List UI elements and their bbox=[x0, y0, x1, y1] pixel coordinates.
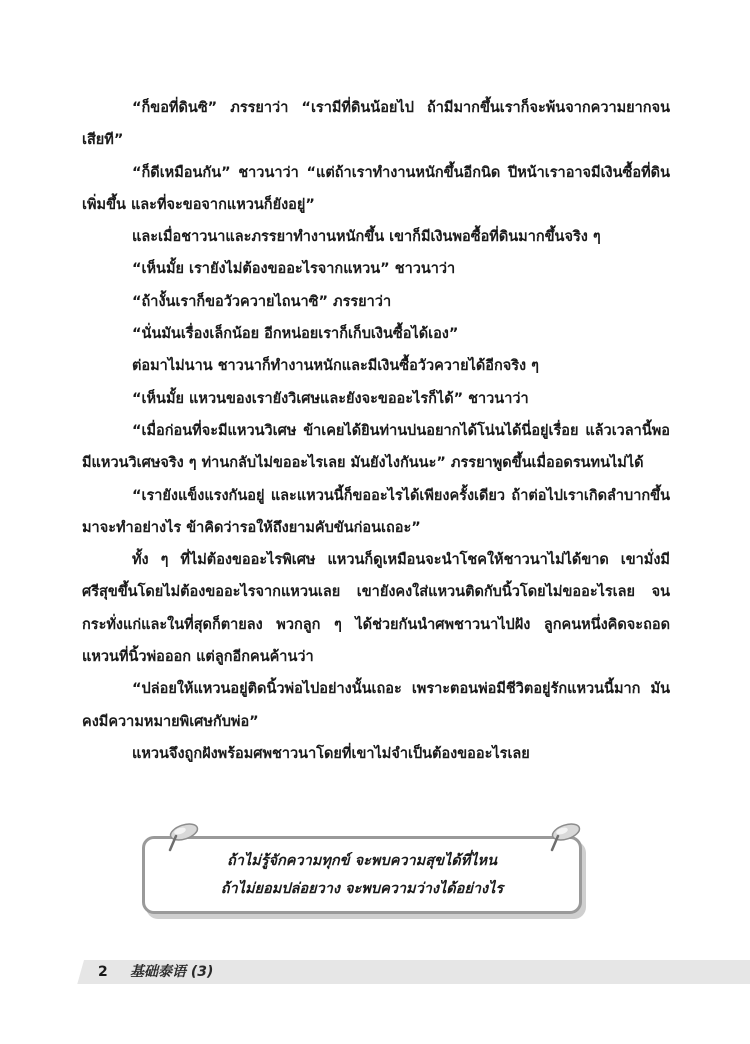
paragraph: ทั้ง ๆ ที่ไม่ต้องขออะไรพิเศษ แหวนก็ดูเหมือนจะนำโชคให้ชาวนาไม่ได้ขาด เขามั่งมีศรีสุขขึ้นโดยไม่ต้องขออะไรจากแหวนเลย เขายังคงใส่แหวนติดกับนิ้วโดยไม่ขออะไรเลย จนกระทั่งแก่และในที่สุดก็ตายลง พวกลูก ๆ ได้ช่วยกันนำศพชาวนาไปฝัง ลูกคนหนึ่งคิดจะถอดแหวนที่นิ้วพ่อออก แต่ลูกอีกคนค้านว่า bbox=[82, 552, 670, 666]
paragraph: “ก็ดีเหมือนกัน” ชาวนาว่า “แต่ถ้าเราทำงานหนักขึ้นอีกนิด ปีหน้าเราอาจมีเงินซื้อที่ดินเพิ่มขึ้น และที่จะขอจากแหวนก็ยังอยู่” bbox=[82, 164, 670, 213]
paragraph: “ก็ขอที่ดินซิ” ภรรยาว่า “เรามีที่ดินน้อยไป ถ้ามีมากขึ้นเราก็จะพ้นจากความยากจนเสียที” bbox=[82, 100, 670, 149]
motto-box bbox=[142, 822, 588, 916]
paragraph: “เรายังแข็งแรงกันอยู่ และแหวนนี้ก็ขออะไรได้เพียงครั้งเดียว ถ้าต่อไปเราเกิดลำบากขึ้นมาจะทำอย่างไร ข้าคิดว่ารอให้ถึงยามคับขันก่อนเถอะ” bbox=[82, 487, 670, 536]
paragraph: “นั่นมันเรื่องเล็กน้อย อีกหน่อยเราก็เก็บเงินซื้อได้เอง” bbox=[132, 326, 459, 343]
story-body bbox=[82, 92, 670, 770]
book-title: 基础泰语 (3) bbox=[130, 964, 214, 980]
paragraph: “ถ้างั้นเราก็ขอวัวควายไถนาซิ” ภรรยาว่า bbox=[132, 293, 392, 310]
pushpin-icon bbox=[542, 822, 588, 852]
paragraph: “เห็นมั้ย เรายังไม่ต้องขออะไรจากแหวน” ชาวนาว่า bbox=[132, 261, 456, 278]
paragraph: และเมื่อชาวนาและภรรยาทำงานหนักขึ้น เขาก็มีเงินพอซื้อที่ดินมากขึ้นจริง ๆ bbox=[132, 229, 601, 246]
paragraph: “เห็นมั้ย แหวนของเรายังวิเศษและยังจะขออะไรก็ได้” ชาวนาว่า bbox=[132, 390, 529, 407]
pushpin-icon bbox=[158, 822, 204, 852]
paragraph: แหวนจึงถูกฝังพร้อมศพชาวนาโดยที่เขาไม่จำเป็นต้องขออะไรเลย bbox=[132, 745, 530, 762]
paragraph: “ปล่อยให้แหวนอยู่ติดนิ้วพ่อไปอย่างนั้นเถอะ เพราะตอนพ่อมีชีวิตอยู่รักแหวนนี้มาก มันคงมีความหมายพิเศษกับพ่อ” bbox=[82, 681, 670, 730]
paragraph: “เมื่อก่อนที่จะมีแหวนวิเศษ ข้าเคยได้ยินท่านบ่นอยากได้โน่นได้นี่อยู่เรื่อย แล้วเวลานี้พอมีแหวนวิเศษจริง ๆ ท่านกลับไม่ขออะไรเลย มันยังไงกันนะ” ภรรยาพูดขึ้นเมื่ออดรนทนไม่ได้ bbox=[82, 422, 670, 472]
motto-frame bbox=[142, 836, 582, 914]
motto-line-2: ถ้าไม่ยอมปล่อยวาง จะพบความว่างได้อย่างไร bbox=[220, 881, 504, 897]
page-number: 2 bbox=[98, 964, 108, 980]
paragraph: ต่อมาไม่นาน ชาวนาก็ทำงานหนักและมีเงินซื้อวัวควายได้อีกจริง ๆ bbox=[132, 358, 539, 375]
footer-band bbox=[0, 960, 750, 984]
motto-line-1: ถ้าไม่รู้จักความทุกข์ จะพบความสุขได้ที่ไหน bbox=[226, 853, 498, 869]
